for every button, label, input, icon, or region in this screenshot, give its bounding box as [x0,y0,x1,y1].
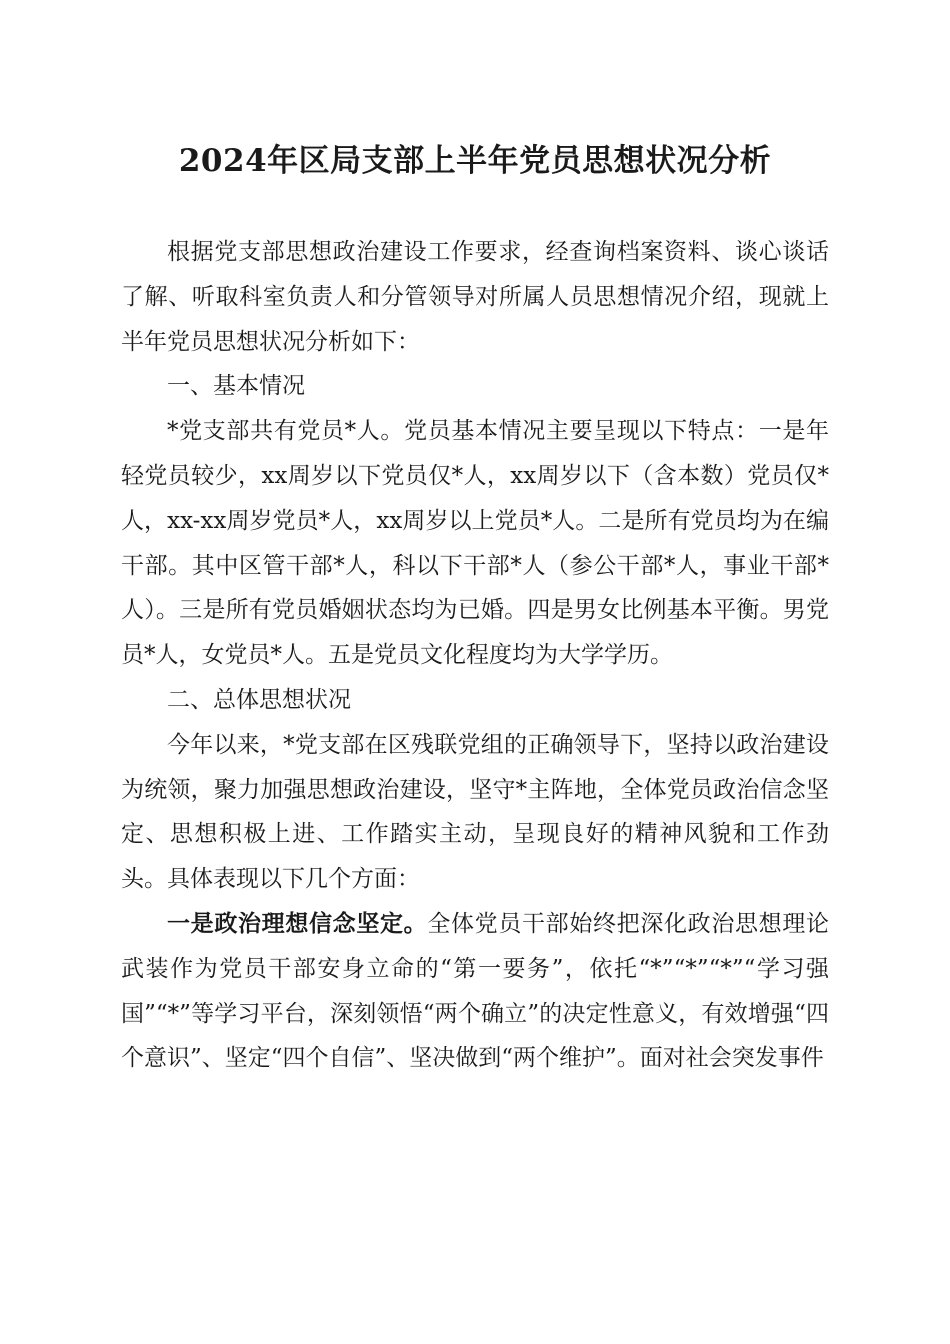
section-heading-overall-thinking: 二、总体思想状况 [167,686,351,713]
basic-info-paragraph: *党支部共有党员*人。党员基本情况主要呈现以下特点：一是年轻党员较少，xx周岁以下党员仅*人，xx周岁以下（含本数）党员仅*人，xx-xx周岁党员*人，xx周岁以上党员*人。二是所有党员均为在编干部。其中区管干部*人，科以下干部*人（参公干部*人，事业干部*人）。三是所有党员婚姻状态均为已婚。四是男女比例基本平衡。男党员*人，女党员*人。五是党员文化程度均为大学学历。 [121,418,829,669]
document-body [121,230,829,1081]
point-one-text: 全体党员干部始终把深化政治思想理论武装作为党员干部安身立命的“第一要务”，依托“*”“*”“*”“学习强国”“*”等学习平台，深刻领悟“两个确立”的决定性意义，有效增强“四个意识”、坚定“四个自信”、坚决做到“两个维护”。面对社会突发事件 [121,910,830,1072]
overall-thinking-paragraph: 今年以来，*党支部在区残联党组的正确领导下，坚持以政治建设为统领，聚力加强思想政治建设，坚守*主阵地，全体党员政治信念坚定、思想积极上进、工作踏实主动，呈现良好的精神风貌和工作劲头。具体表现以下几个方面： [121,731,829,893]
point-one-paragraph [121,902,829,1081]
point-one-lead: 一是政治理想信念坚定。 [167,910,428,937]
document-title: 2024年区局支部上半年党员思想状况分析 [178,143,772,179]
section-heading-basic-info: 一、基本情况 [167,373,305,400]
intro-paragraph: 根据党支部思想政治建设工作要求，经查询档案资料、谈心谈话了解、听取科室负责人和分管领导对所属人员思想情况介绍，现就上半年党员思想状况分析如下： [121,239,829,355]
